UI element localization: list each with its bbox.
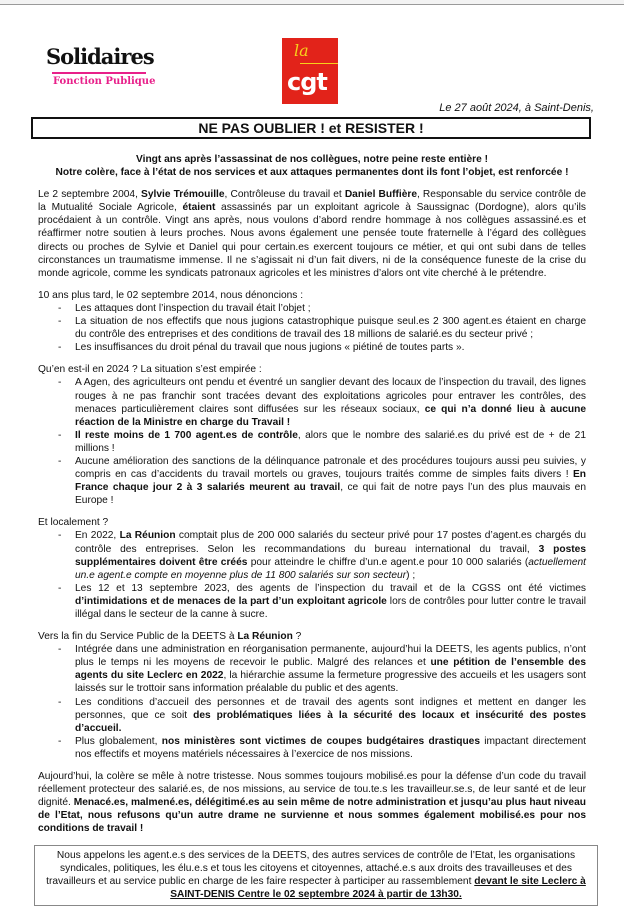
text-span: ) ; — [406, 569, 416, 581]
paragraph-homage — [38, 188, 586, 280]
text-span: Les 12 et 13 septembre 2023, des agents de l’inspection du travail et de la CGSS ont été victimes — [75, 582, 586, 594]
list-item — [38, 735, 586, 761]
intro-statement — [38, 153, 586, 179]
text-span: Vers la fin du Service Public de la DEETS à — [38, 631, 238, 643]
bold-span: étaient — [182, 202, 216, 214]
call-to-action-box — [34, 845, 598, 906]
dash-bullet: - — [58, 455, 62, 467]
dash-bullet: - — [58, 735, 62, 747]
bold-span: Il reste moins de 1 700 agent.es de contrôle — [75, 429, 298, 441]
solidaires-logo-subtitle: Fonction Publique — [53, 76, 156, 87]
bold-span: La Réunion — [237, 631, 293, 643]
section-deets-lead — [38, 630, 586, 643]
bold-span: une pétition de l’ensemble des agents du site Leclerc en 2022 — [75, 657, 586, 682]
section-2024-list — [38, 376, 586, 507]
section-2014-lead: 10 ans plus tard, le 02 septembre 2014, nous dénoncions : — [38, 289, 304, 301]
text-span: En 2022, — [75, 530, 120, 542]
list-item — [38, 315, 586, 341]
list-item-text: Les attaques dont l’inspection du travail était l’objet ; — [75, 302, 311, 314]
bold-span: En France chaque jour 2 à 3 salariés meurent au travail — [75, 469, 586, 494]
section-deets-list — [38, 643, 586, 761]
text-span: , ce qui fait de notre pays l’un des plus mauvais en Europe ! — [75, 482, 586, 507]
section-local-list — [38, 529, 586, 621]
dash-bullet: - — [58, 429, 62, 441]
text-span: impactant directement nos effectifs et moyens matériels nécessaires à l’exercice de nos missions. — [75, 735, 586, 760]
list-item — [38, 643, 586, 695]
text-span: Les conditions d’accueil des personnes et de travail des agents sont indignes et mettent en danger les personnes, que ce soit — [75, 696, 586, 721]
text-span: assassinés par un exploitant agricole à Saussignac (Dordogne), alors qu’ils procédaient à un contrôle. Vingt ans après, nous voulons d’abord rendre hommage à nos collègues assassiné.es et réaffirmer notre soutien à leurs proches. Nous avons également une pensée toute fraternelle à l’égard des collègues directs ou proches de Sylvie et Daniel qui pour certain.es exercent toujours ce métier, et qui ont subi dans de telles circonstances un traumatisme immense. Il ne s’agissait ni d’un fait divers, ni de la conséquence funeste de la crise du monde agricole, comme les syndicats patronaux agricoles et les ministres d’alors ont vite cherché à le prétendre. — [38, 202, 586, 279]
list-item-text: La situation de nos effectifs que nous jugions catastrophique puisque seul.es 2 300 agent.es étaient en charge du contrôle des entreprises et des conditions de travail des 18 millions de salarié.es du secteur privé ; — [75, 316, 586, 341]
text-span: Aujourd’hui, la colère se mêle à notre tristesse. Nous sommes toujours mobilisé.es pour la défense d’un code du travail réellement protecteur des salarié.es, de nos missions, au service de tou.te.s les travailleur.se.s, de leur santé et de leur dignité. — [38, 771, 586, 809]
intro-line: Vingt ans après l’assassinat de nos collègues, notre peine reste entière ! — [136, 154, 488, 165]
date-line: Le 27 août 2024, à Saint-Denis, — [439, 102, 594, 114]
list-item — [38, 455, 586, 507]
solidaires-logo-rule — [52, 72, 146, 74]
dash-bullet: - — [58, 302, 62, 314]
document-body — [38, 153, 586, 836]
section-local-lead: Et localement ? — [38, 517, 109, 529]
list-item — [38, 302, 586, 315]
text-span: , la hiérarchie assume la fermeture progressive des accueils et les usagers sont laissés sur le trottoir sans information préalable du public et des agents. — [75, 670, 586, 695]
solidaires-logo-title: Solidaires — [46, 44, 154, 69]
list-item — [38, 582, 586, 621]
text-span: Aucune amélioration des sanctions de la délinquance patronale et des procédures toujours aussi peu suivies, y compris en cas d’accidents du travail mortels ou graves, toujours traités comme de simples faits divers ! — [75, 455, 586, 481]
list-item — [38, 529, 586, 581]
cgt-logo — [282, 38, 338, 104]
list-item-text: Les insuffisances du droit pénal du travail que nous jugions « piétiné de toutes parts ». — [75, 342, 465, 354]
list-item — [38, 341, 586, 354]
text-span: , Contrôleuse du travail et — [224, 189, 345, 201]
document-title: NE PAS OUBLIER ! et RESISTER ! — [31, 117, 591, 139]
text-span: Intégrée dans une administration en réorganisation permanente, aujourd’hui la DEETS, les agents publics, n’ont plus le temps ni les moyens de recevoir le public. Malgré des relances et — [75, 644, 586, 669]
list-item — [38, 376, 586, 428]
dash-bullet: - — [58, 342, 62, 354]
bold-span: La Réunion — [119, 530, 176, 542]
text-span: , Responsable du service contrôle de la Mutualité Sociale Agricole, — [38, 189, 586, 214]
bold-span: nos ministères sont victimes de coupes budgétaires drastiques — [161, 735, 480, 747]
dash-bullet: - — [58, 377, 62, 389]
dash-bullet: - — [58, 582, 62, 594]
rally-location-time: devant le site Leclerc à SAINT-DENIS Centre le 02 septembre 2024 à partir de 13h30. — [170, 875, 586, 900]
dash-bullet: - — [58, 316, 62, 328]
section-2014-list — [38, 302, 586, 354]
cgt-logo-name: cgt — [287, 68, 327, 96]
bold-span: 3 postes supplémentaires doivent être créés — [75, 543, 586, 568]
text-span: , alors que le nombre des salarié.es du privé est de + de 21 millions ! — [75, 429, 586, 454]
text-span: pour atteindre le chiffre d’un.e agent.e pour 10 000 salariés ( — [247, 556, 529, 568]
section-2024-lead: Qu’en est-il en 2024 ? La situation s’est empirée : — [38, 364, 262, 376]
text-span: A Agen, des agriculteurs ont pendu et éventré un sanglier devant des locaux de l’inspection du travail, des lignes rouges à ne pas franchir sont tracées devant des exploitations agricoles pour entraver les contrôles, des menaces particulièrement claires sont diffusées sur les réseaux sociaux, — [75, 377, 586, 415]
bold-span: d’intimidations et de menaces de la part d’un exploitant agricole — [75, 595, 387, 607]
text-span: lors de contrôles pour lutter contre le travail illégal dans le secteur de la canne à sucre. — [75, 595, 586, 620]
italic-span: actuellement un.e agent.e compte en moyenne plus de 11 800 salariés sur son secteur — [75, 556, 586, 581]
dash-bullet: - — [58, 530, 62, 542]
cgt-logo-script: la — [294, 41, 309, 60]
name-sylvie: Sylvie Trémouille — [141, 189, 225, 201]
dash-bullet: - — [58, 644, 62, 656]
bold-span: Menacé.es, malmené.es, délégitimé.es au sein même de notre administration et jusqu’au plus haut niveau de l’Etat, nous refusons qu’un autre drame ne survienne et nous sommes également mobilisé.es pour nos conditions de travail ! — [38, 797, 586, 835]
bold-span: ce qui n’a donné lieu à aucune réaction de la Ministre en charge du Travail ! — [75, 403, 586, 428]
text-span: Nous appelons les agent.e.s des services de la DEETS, des autres services de contrôle de l’Etat, les organisations syndicales, politiques, les élu.e.s et tous les citoyens et citoyennes, attaché.e.s aux droits des travailleuses et des travailleurs et au service public en charge de les faire respecter à participer au rassemblement — [46, 849, 576, 887]
paragraph-conclusion — [38, 770, 586, 835]
document-header — [0, 5, 624, 117]
text-span: Le 2 septembre 2004, — [38, 189, 142, 201]
text-span: Plus globalement, — [75, 735, 162, 747]
cgt-logo-line — [300, 63, 338, 64]
document-page — [0, 5, 624, 906]
text-span: comptait plus de 200 000 salariés du secteur privé pour 17 postes d’agent.es chargés du contrôle des entreprises. Selon les recommandations du bureau international du travail, — [75, 530, 586, 555]
text-span: ? — [292, 631, 302, 643]
solidaires-logo — [46, 45, 158, 97]
list-item — [38, 696, 586, 735]
intro-line: Notre colère, face à l’état de nos services et aux attaques permanentes dont ils font l’objet, est renforcée ! — [55, 167, 569, 179]
list-item — [38, 429, 586, 455]
bold-span: des problématiques liées à la sécurité des locaux et insécurité des postes d’accueil. — [75, 709, 586, 734]
name-daniel: Daniel Buffière — [344, 189, 417, 201]
dash-bullet: - — [58, 696, 62, 708]
